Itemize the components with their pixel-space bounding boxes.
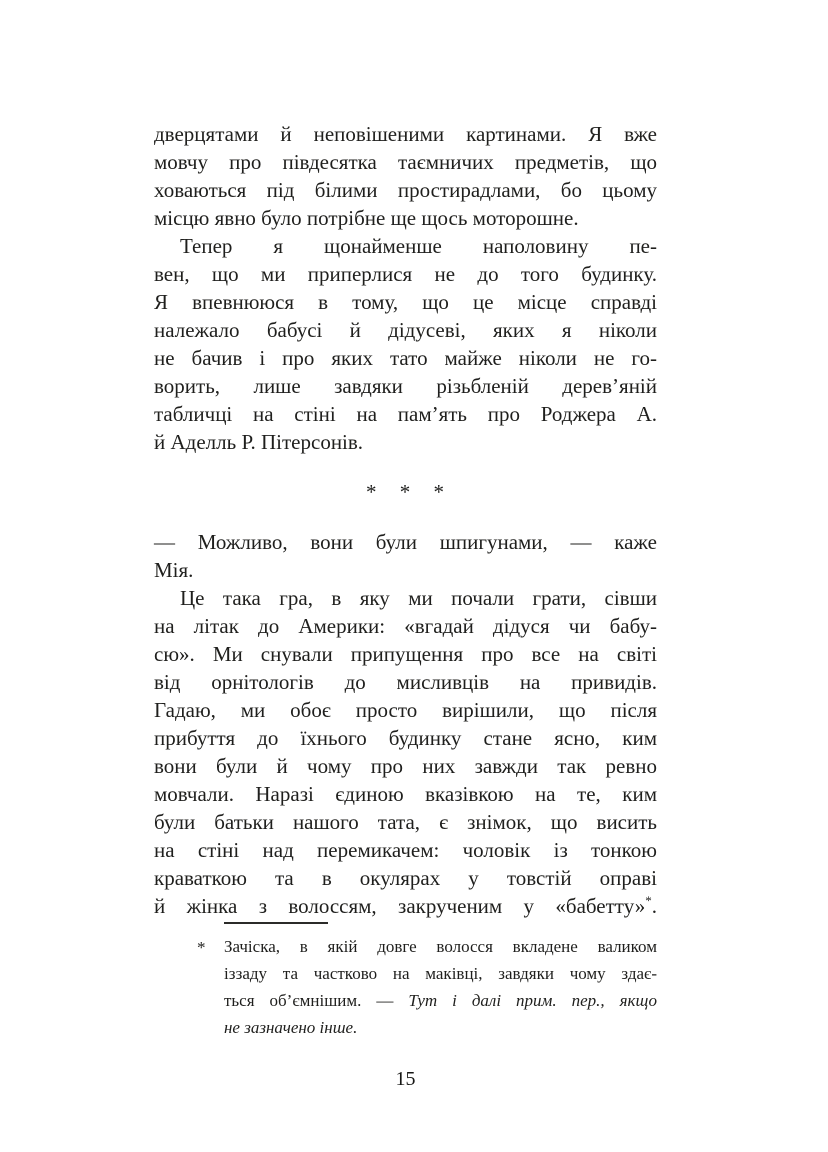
text-line: ховаються під білими простирадлами, бо цьому (154, 178, 657, 202)
section-separator: * * * (366, 480, 445, 504)
footnote-line: іззаду та частково на маківці, завдяки чому здає- (224, 964, 657, 983)
footnote-body (154, 933, 657, 1041)
text-line: краваткою та в окулярах у товстій оправі (154, 866, 657, 890)
footnote-line: Зачіска, в якій довге волосся вкладене валиком (224, 937, 657, 956)
text-line: вони були й чому про них завжди так ревно (154, 754, 657, 778)
footnote-block (154, 922, 657, 1041)
footnote-ref-asterisk: * (645, 893, 652, 908)
paragraph-1 (154, 120, 657, 232)
text-line: були батьки нашого тата, є знімок, що висить (154, 810, 657, 834)
footnote-rule (224, 922, 328, 924)
footnote-line: не зазначено інше. (224, 1018, 358, 1037)
text-line: мовчу про півдесятка таємничих предметів, що (154, 150, 657, 174)
footnote-line (224, 987, 657, 1014)
text-line: — Можливо, вони були шпигунами, — каже (154, 530, 657, 554)
paragraph-3-dialogue (154, 528, 657, 584)
text-line: на літак до Америки: «вгадай дідуся чи бабу- (154, 614, 657, 638)
text-line: Мія. (154, 558, 194, 582)
footnote-text-normal: ться об’ємнішим. — (224, 991, 409, 1010)
text-line: сю». Ми снували припущення про все на світі (154, 642, 657, 666)
text-line: належало бабусі й дідусеві, яких я ніколи (154, 318, 657, 342)
page-number: 15 (395, 1068, 416, 1090)
text-line-with-footnote-ref (154, 892, 657, 920)
text-line: не бачив і про яких тато майже ніколи не го- (154, 346, 657, 370)
paragraph-4 (154, 584, 657, 920)
text-line: місцю явно було потрібне ще щось моторошне. (154, 206, 579, 230)
text-line: на стіні над перемикачем: чоловік із тонкою (154, 838, 657, 862)
footnote-marker: * (197, 938, 206, 957)
text-line: Це така гра, в яку ми почали грати, сівши (180, 586, 657, 610)
page-text-block (154, 120, 657, 920)
text-segment: . (651, 894, 657, 918)
footnote-text-italic: Тут і далі прим. пер., якщо (408, 991, 657, 1010)
text-line: прибуття до їхнього будинку стане ясно, ким (154, 726, 657, 750)
text-line: мовчали. Наразі єдиною вказівкою на те, ким (154, 782, 657, 806)
text-line: від орнітологів до мисливців на привидів. (154, 670, 657, 694)
text-line: й Аделль Р. Пітерсонів. (154, 430, 364, 454)
text-line: Тепер я щонайменше наполовину пе- (180, 234, 657, 258)
text-line: Гадаю, ми обоє просто вирішили, що після (154, 698, 657, 722)
text-line: Я впевнююся в тому, що це місце справді (154, 290, 657, 314)
text-line: дверцятами й неповішеними картинами. Я вже (154, 122, 657, 146)
paragraph-2 (154, 232, 657, 456)
text-line: вен, що ми приперлися не до того будинку. (154, 262, 657, 286)
text-segment: й жінка з волоссям, закрученим у «бабетту» (154, 894, 646, 918)
text-line: ворить, лише завдяки різьбленій дерев’яній (154, 374, 657, 398)
text-line: табличці на стіні на пам’ять про Роджера А. (154, 402, 657, 426)
